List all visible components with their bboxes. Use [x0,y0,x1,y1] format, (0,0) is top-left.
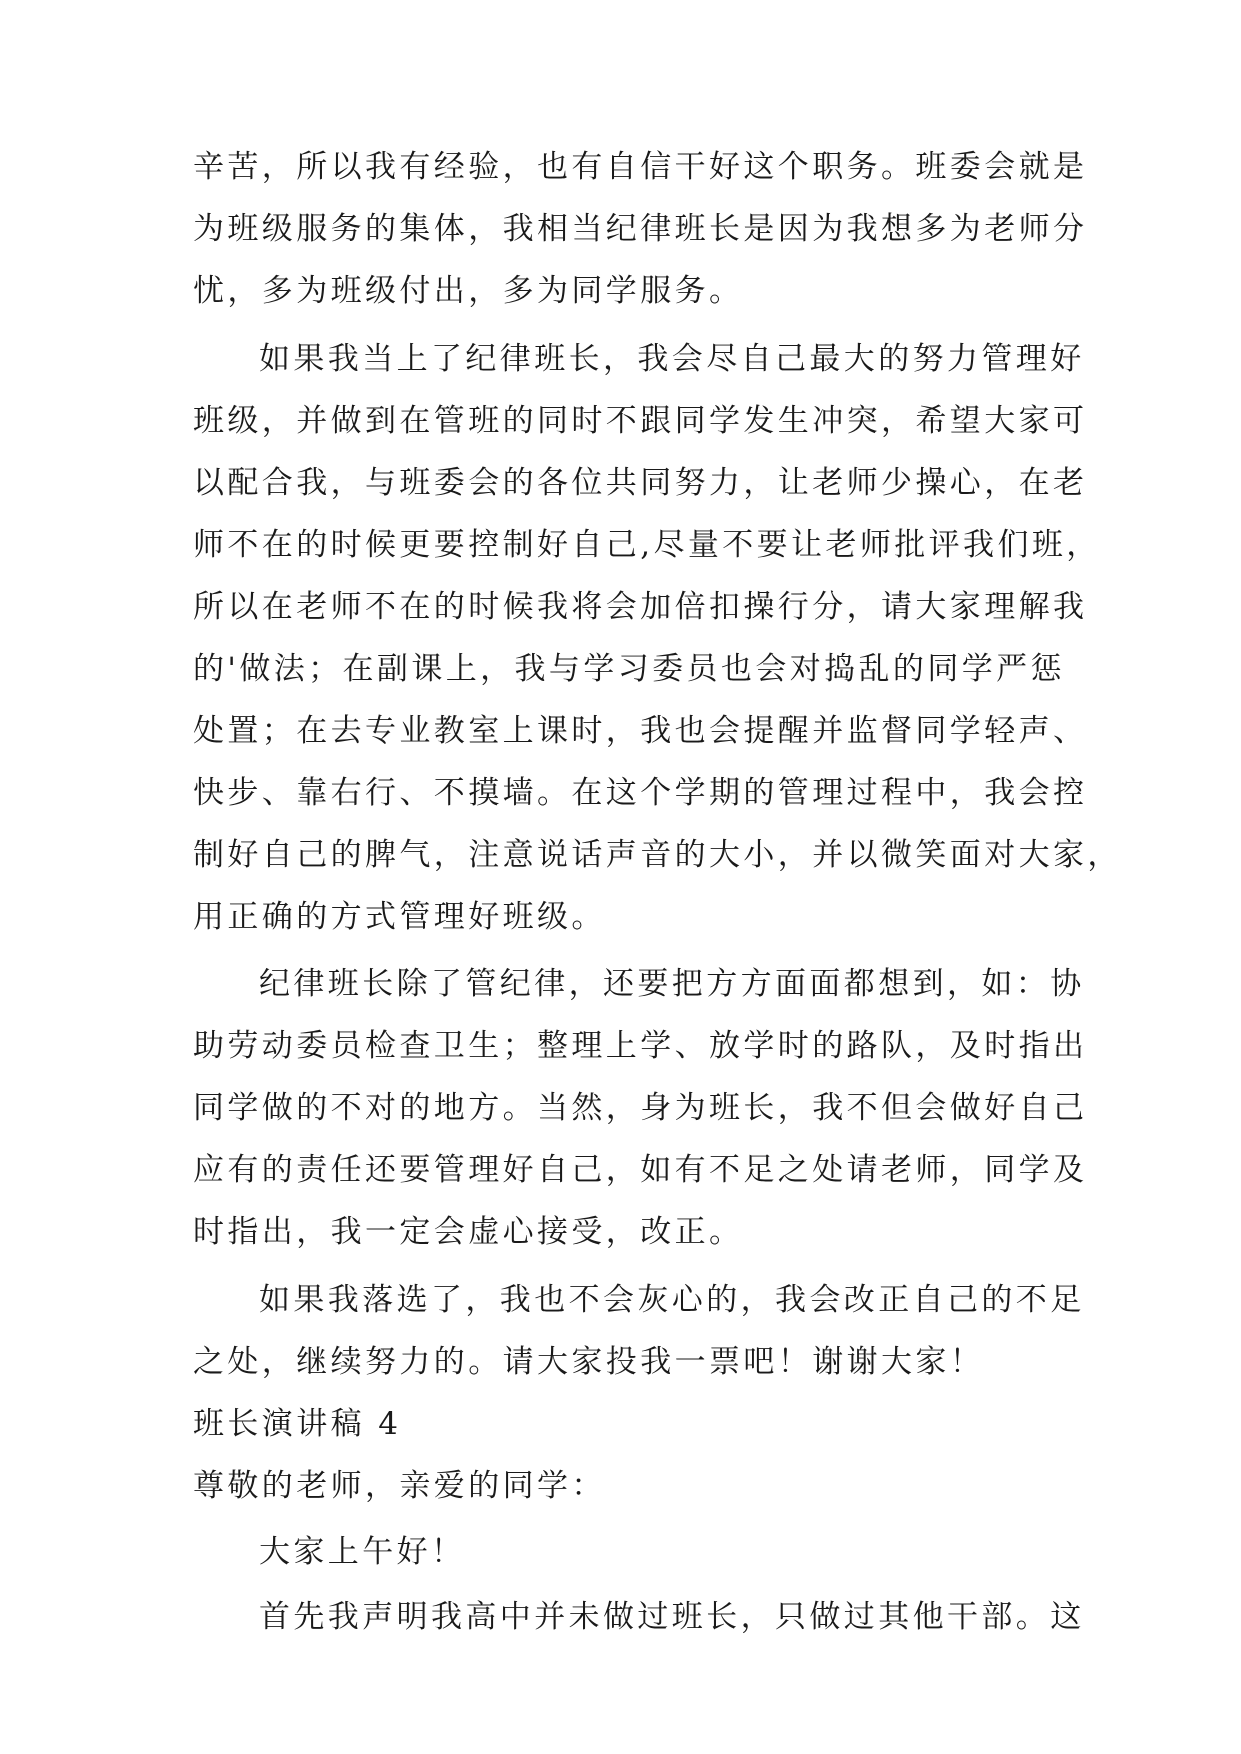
paragraph-line: 应有的责任还要管理好自己，如有不足之处请老师，同学及 [193,1152,1088,1188]
paragraph-line: 的'做法；在副课上，我与学习委员也会对捣乱的同学严惩 [193,651,1065,687]
paragraph-line: 助劳动委员检查卫生；整理上学、放学时的路队，及时指出 [193,1028,1088,1064]
paragraph-line: 师不在的时候更要控制好自己,尽量不要让老师批评我们班， [193,527,1101,563]
paragraph-line: 用正确的方式管理好班级。 [193,899,606,935]
paragraph-line: 班级，并做到在管班的同时不跟同学发生冲突，希望大家可 [193,403,1088,439]
paragraph-line: 制好自己的脾气，注意说话声音的大小，并以微笑面对大家， [193,837,1122,873]
paragraph-line: 所以在老师不在的时候我将会加倍扣操行分，请大家理解我 [193,589,1088,625]
paragraph-line: 如果我当上了纪律班长，我会尽自己最大的努力管理好 [259,341,1085,377]
greeting: 大家上午好！ [259,1534,466,1570]
paragraph-line: 快步、靠右行、不摸墙。在这个学期的管理过程中，我会控 [193,775,1088,811]
paragraph-line: 时指出，我一定会虚心接受，改正。 [193,1214,744,1250]
paragraph-line: 首先我声明我高中并未做过班长，只做过其他干部。这 [259,1599,1085,1635]
paragraph-line: 为班级服务的集体，我相当纪律班长是因为我想多为老师分 [193,211,1088,247]
paragraph-line: 同学做的不对的地方。当然，身为班长，我不但会做好自己 [193,1090,1088,1126]
paragraph-line: 处置；在去专业教室上课时，我也会提醒并监督同学轻声、 [193,713,1088,749]
paragraph-line: 纪律班长除了管纪律，还要把方方面面都想到，如：协 [259,966,1085,1002]
paragraph-line: 之处，继续努力的。请大家投我一票吧！谢谢大家！ [193,1344,985,1380]
paragraph-line: 辛苦，所以我有经验，也有自信干好这个职务。班委会就是 [193,149,1088,185]
section-heading: 班长演讲稿 4 [193,1406,402,1442]
paragraph-line: 忧，多为班级付出，多为同学服务。 [193,273,744,309]
salutation: 尊敬的老师，亲爱的同学： [193,1468,606,1504]
paragraph-line: 如果我落选了，我也不会灰心的，我会改正自己的不足 [259,1282,1085,1318]
paragraph-line: 以配合我，与班委会的各位共同努力，让老师少操心，在老 [193,465,1088,501]
